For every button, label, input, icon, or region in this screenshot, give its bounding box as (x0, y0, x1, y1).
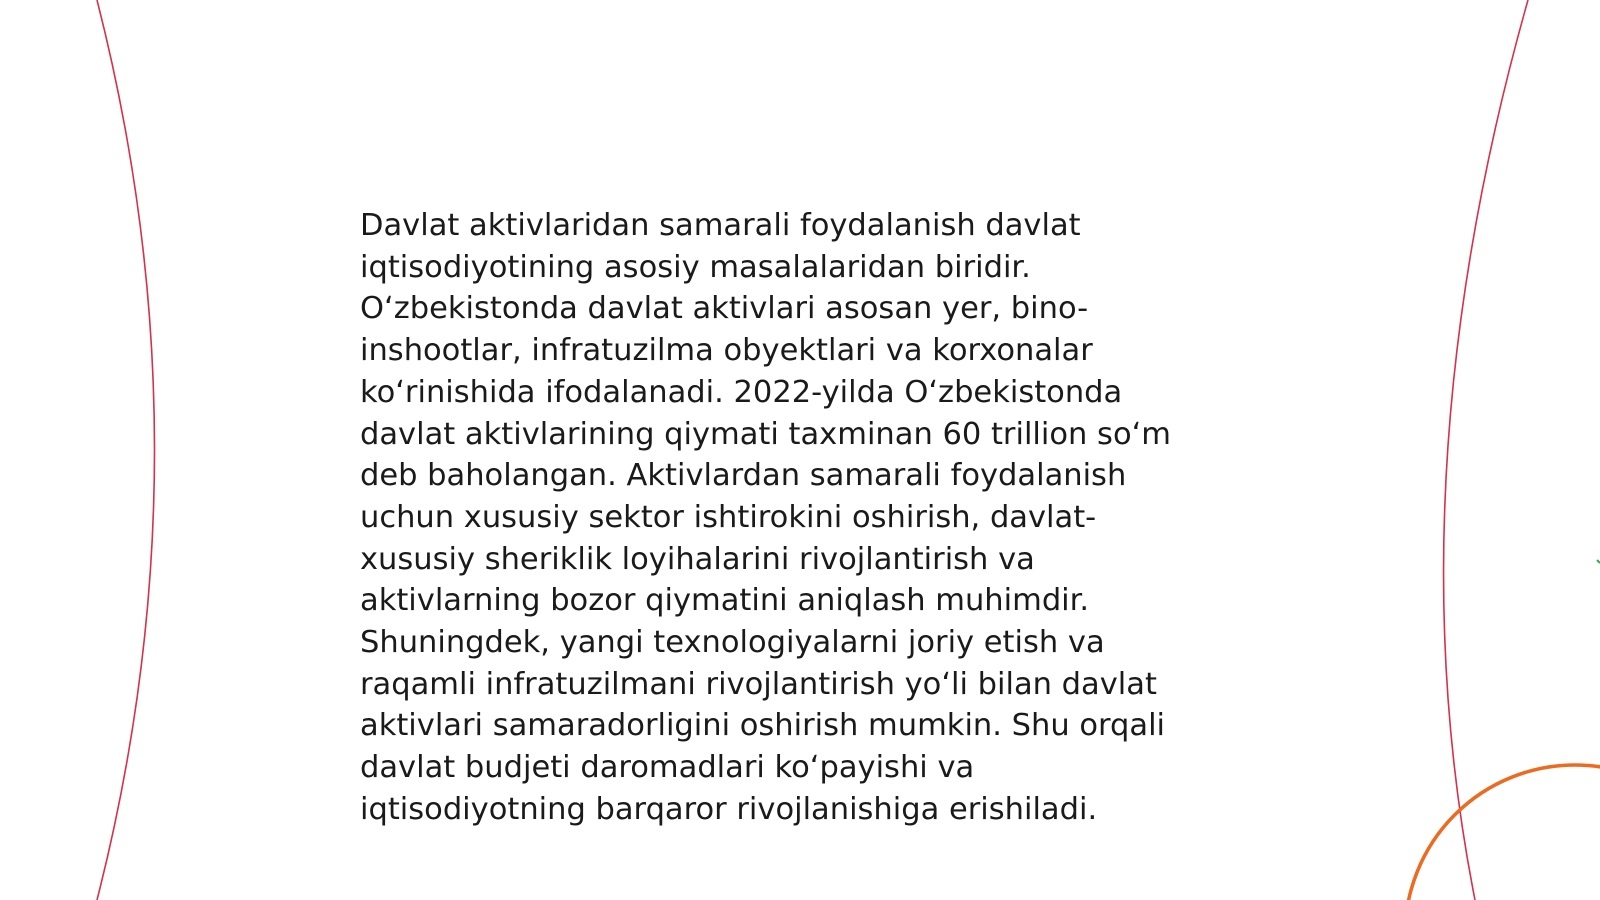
left-arc-line (97, 0, 155, 900)
orange-circle-outline (1405, 765, 1600, 900)
right-arc-line (1444, 0, 1528, 900)
body-paragraph: Davlat aktivlaridan samarali foydalanish davlat iqtisodiyotining asosiy masalalaridan biridir. O‘zbekistonda davlat aktivlari asosan yer, bino- inshootlar, infratuzilma obyektlari va korxonalar ko‘rinishida ifodalanadi. 2022-yilda O‘zbekistonda davlat aktivlarining qiymati taxminan 60 trillion so‘m deb baholangan. Aktivlardan samarali foydalanish uchun xususiy sektor ishtirokini oshirish, davlat- xususiy sheriklik loyihalarini rivojlantirish va aktivlarning bozor qiymatini aniqlash muhimdir. Shuningdek, yangi texnologiyalarni joriy etish va raqamli infratuzilmani rivojlantirish yo‘li bilan davlat aktivlari samaradorligini oshirish mumkin. Shu orqali davlat budjeti daromadlari ko‘payishi va iqtisodiyotning barqaror rivojlanishiga erishiladi. (360, 208, 1172, 827)
